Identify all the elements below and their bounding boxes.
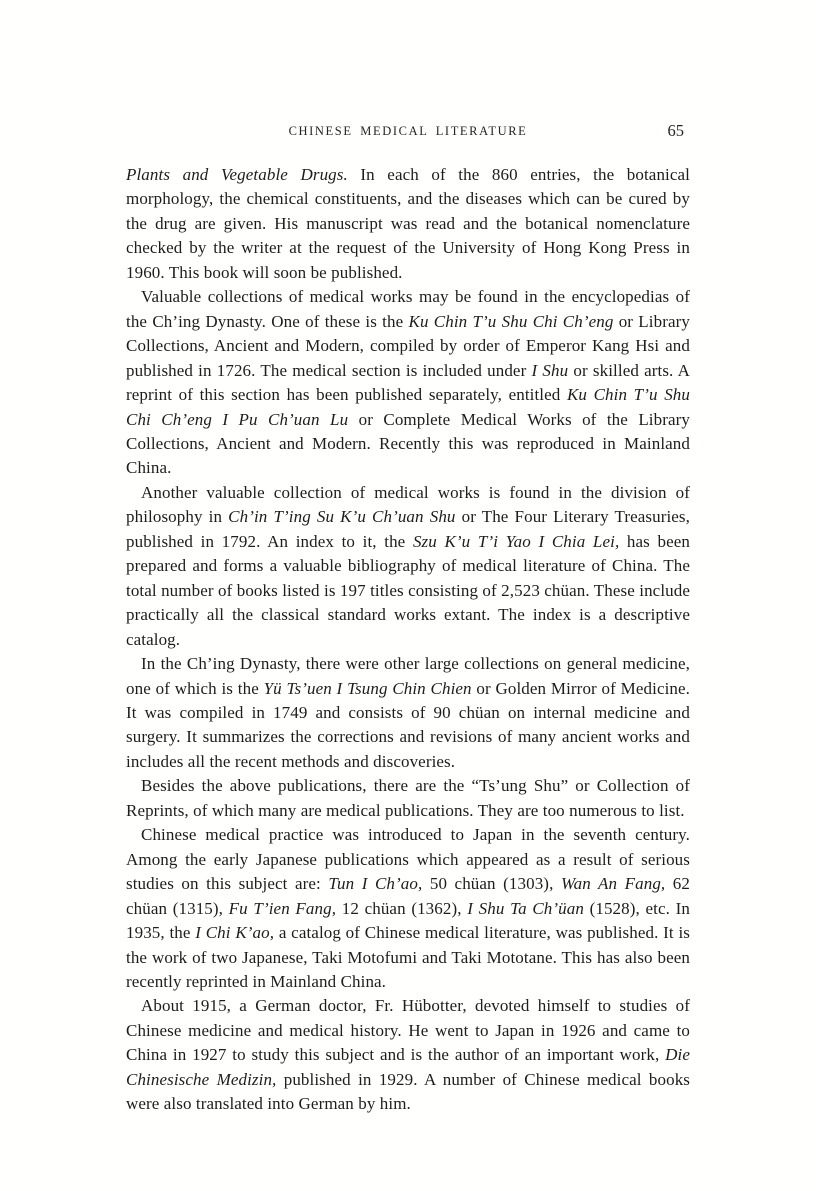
italic-text-run: Ku Chin T’u Shu Chi Ch’eng [408, 311, 614, 331]
italic-text-run: Ku Chin T’u Shu Chi Ch’eng I Pu Ch’uan Lu [126, 385, 690, 429]
paragraph [126, 163, 690, 285]
text-run: or skilled arts. A reprint of this section has been published separately, entitled [126, 360, 691, 405]
text-run: or The Four Literary Treasuries, published in 1792. An index to it, the [126, 507, 690, 551]
text-run: or Library Collections, Ancient and Modern, compiled by order of Emperor Kang Hsi and published in 1726. The medical section is included under [126, 311, 690, 380]
italic-text-run: Tun I Ch’ao, [328, 874, 423, 894]
page-body [126, 163, 690, 1117]
text-run: In each of the 860 entries, the botanical morphology, the chemical constituents, and the diseases which can be cured by the drug are given. His manuscript was read and the botanical nomenclature checked by the writer at the request of the University of Hong Kong Press in 1960. This book will soon be published. [126, 165, 690, 282]
text-run: Valuable collections of medical works may be found in the encyclopedias of the Ch’ing Dynasty. One of these is the [126, 287, 690, 331]
running-title: CHINESE MEDICAL LITERATURE [288, 124, 528, 138]
paragraph [126, 823, 690, 994]
paragraph [126, 481, 690, 652]
text-run: has been prepared and forms a valuable bibliography of medical literature of China. The total number of books listed is 197 titles consisting of 2,523 chüan. These include practically all the classical standard works extant. The index is a descriptive catalog. [126, 531, 691, 649]
text-run: Besides the above publications, there are the “Ts’ung Shu” or Collection of Reprints, of which many are medical publications. They are too numerous to list. [126, 776, 690, 820]
page-number: 65 [667, 121, 684, 140]
italic-text-run: I Chi K’ao, [195, 923, 275, 943]
text-run: (1528), etc. In 1935, the [126, 898, 690, 943]
italic-text-run: Wan An Fang, [560, 874, 666, 894]
paragraph [126, 994, 690, 1116]
text-run: or Complete Medical Works of the Library Collections, Ancient and Modern. Recently this was reproduced in Mainland China. [126, 409, 691, 478]
text-run: 62 chüan (1315), [126, 874, 690, 918]
italic-text-run: Die Chinesische Medizin, [126, 1045, 690, 1089]
italic-text-run: I Shu [531, 360, 569, 380]
text-run: Another valuable collection of medical works is found in the division of philosophy in [126, 482, 690, 527]
text-run: 12 chüan (1362), [336, 898, 468, 918]
text-run: 50 chüan (1303), [422, 874, 561, 894]
paragraph [126, 774, 690, 823]
italic-text-run: Fu T’ien Fang, [228, 898, 337, 918]
italic-text-run: Plants and Vegetable Drugs. [126, 165, 348, 184]
text-run: published in 1929. A number of Chinese medical books were also translated into German by him. [126, 1069, 691, 1114]
text-run: or Golden Mirror of Medicine. It was compiled in 1749 and consists of 90 chüan on internal medicine and surgery. It summarizes the corrections and revisions of many ancient works and includes all the recent methods and discoveries. [126, 678, 691, 771]
text-run: a catalog of Chinese medical literature, was published. It is the work of two Japanese, Taki Motofumi and Taki Mototane. This has also been recently reprinted in Mainland China. [126, 923, 690, 991]
paragraph [126, 652, 690, 774]
text-column [126, 121, 691, 1117]
italic-text-run: Szu K’u T’i Yao I Chia Lei, [412, 531, 620, 551]
text-run: In the Ch’ing Dynasty, there were other large collections on general medicine, one of which is the [126, 654, 690, 698]
text-run: About 1915, a German doctor, Fr. Hübotter, devoted himself to studies of Chinese medicine and medical history. He went to Japan in 1926 and came to China in 1927 to study this subject and is the author of an important work, [126, 996, 690, 1065]
italic-text-run: Ch’in T’ing Su K’u Ch’uan Shu [228, 507, 456, 527]
page-header [126, 121, 690, 142]
paragraph [126, 285, 690, 481]
italic-text-run: I Shu Ta Ch’üan [467, 898, 584, 918]
text-run: Chinese medical practice was introduced to Japan in the seventh century. Among the early Japanese publications which appeared as a result of serious studies on this subject are: [126, 825, 690, 894]
italic-text-run: Yü Ts’uen I Tsung Chin Chien [263, 678, 472, 698]
